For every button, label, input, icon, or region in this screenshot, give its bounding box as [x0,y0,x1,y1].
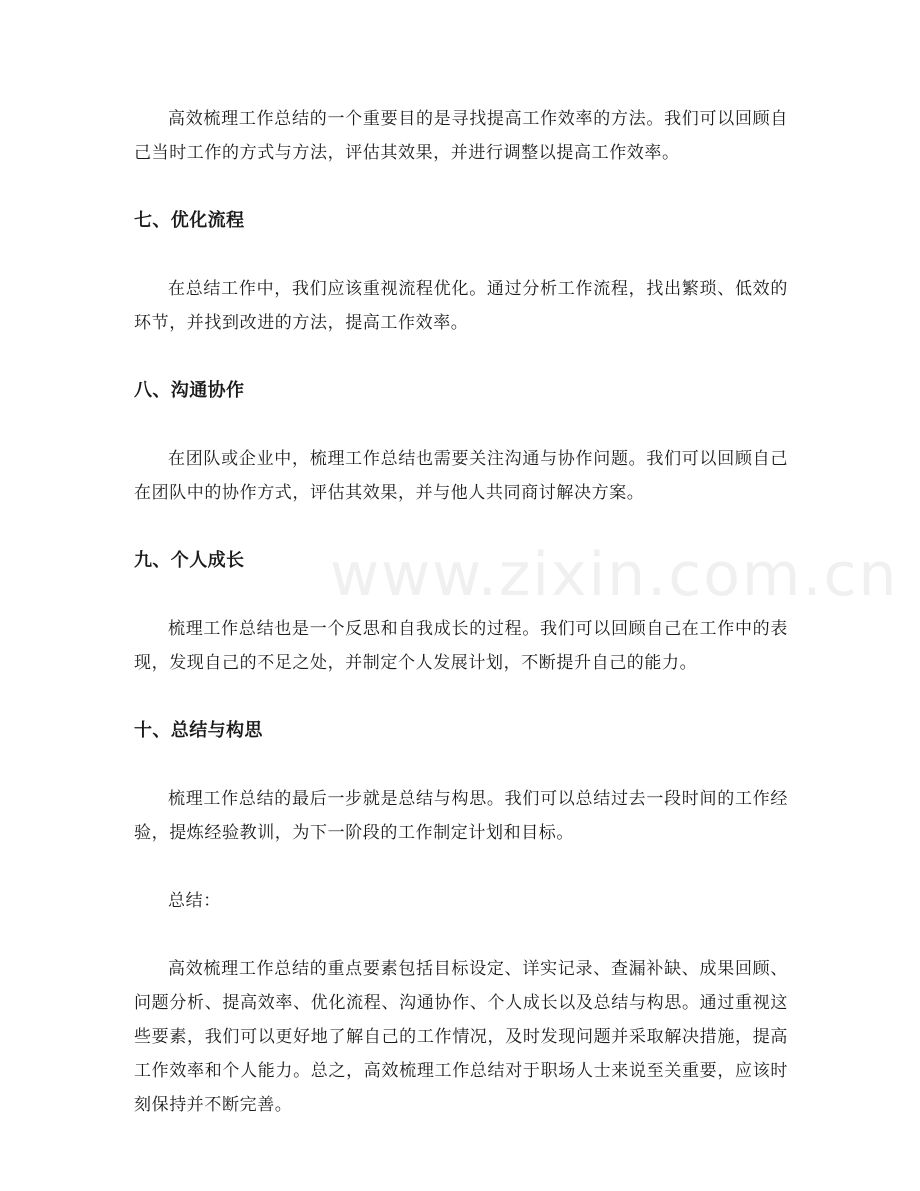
section-heading-7: 七、优化流程 [134,210,245,231]
document-body [134,102,788,1122]
summary-paragraph: 高效梳理工作总结的重点要素包括目标设定、详实记录、查漏补缺、成果回顾、问题分析、提高效率、优化流程、沟通协作、个人成长以及总结与构思。通过重视这些要素，我们可以更好地了解自己的工作情况，及时发现问题并采取解决措施，提高工作效率和个人能力。总之，高效梳理工作总结对于职场人士来说至关重要，应该时刻保持并不断完善。 [134,959,788,1115]
section-paragraph-8: 在团队或企业中，梳理工作总结也需要关注沟通与协作问题。我们可以回顾自己在团队中的协作方式，评估其效果，并与他人共同商讨解决方案。 [134,449,788,503]
section-heading-9: 九、个人成长 [134,550,245,571]
intro-paragraph: 高效梳理工作总结的一个重要目的是寻找提高工作效率的方法。我们可以回顾自己当时工作的方式与方法，评估其效果，并进行调整以提高工作效率。 [134,109,788,163]
section-heading-10: 十、总结与构思 [134,720,263,741]
summary-label: 总结： [168,891,221,911]
section-paragraph-7: 在总结工作中，我们应该重视流程优化。通过分析工作流程，找出繁琐、低效的环节，并找到改进的方法，提高工作效率。 [134,279,788,333]
section-paragraph-9: 梳理工作总结也是一个反思和自我成长的过程。我们可以回顾自己在工作中的表现，发现自己的不足之处，并制定个人发展计划，不断提升自己的能力。 [134,619,788,673]
watermark: www.zixin.com.cn [330,540,899,610]
section-heading-8: 八、沟通协作 [134,380,245,401]
section-paragraph-10: 梳理工作总结的最后一步就是总结与构思。我们可以总结过去一段时间的工作经验，提炼经验教训，为下一阶段的工作制定计划和目标。 [134,789,788,843]
